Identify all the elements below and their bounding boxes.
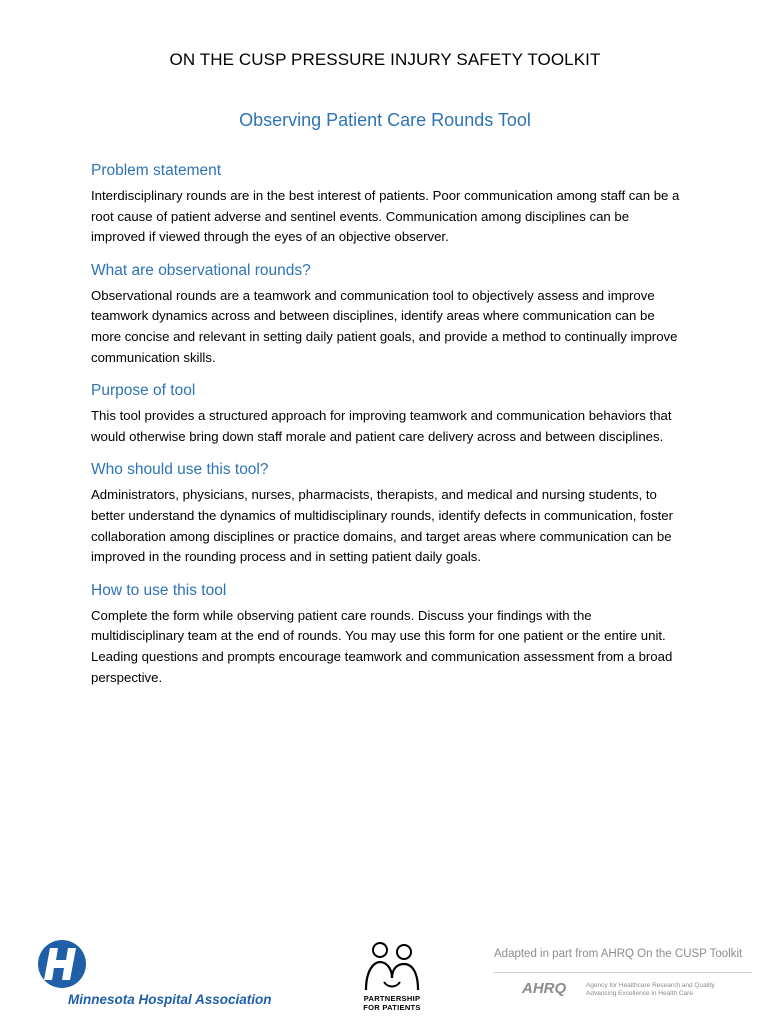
section-who-should-use xyxy=(91,459,681,567)
pfp-line-2: FOR PATIENTS xyxy=(363,1003,421,1012)
ahrq-agency-name: Agency for Healthcare Research and Quality xyxy=(586,982,715,989)
page-footer xyxy=(0,930,770,1024)
mha-name: Minnesota Hospital Association xyxy=(68,992,272,1007)
adapted-credit: Adapted in part from AHRQ On the CUSP Toolkit xyxy=(494,948,743,960)
document-title: ON THE CUSP PRESSURE INJURY SAFETY TOOLKIT xyxy=(169,50,601,69)
pfp-line-1: PARTNERSHIP xyxy=(363,994,421,1003)
ahrq-logo-mark: AHRQ xyxy=(522,980,567,997)
section-purpose xyxy=(91,380,681,447)
section-body: This tool provides a structured approach for improving teamwork and communication behaviors that would otherwise bring down staff morale and patient care delivery across and between disciplines. xyxy=(91,408,672,444)
document-subtitle: Observing Patient Care Rounds Tool xyxy=(239,110,531,130)
section-problem-statement xyxy=(91,160,681,248)
section-heading: What are observational rounds? xyxy=(91,261,311,279)
pfp-wordmark xyxy=(352,994,432,1012)
section-body: Complete the form while observing patient care rounds. Discuss your findings with the multidisciplinary team at the end of rounds. You may use this form for one patient or the entire unit. Leading questions and prompts encourage teamwork and communication assessment from a broad perspective. xyxy=(91,607,673,685)
footer-divider xyxy=(494,972,752,973)
section-body: Interdisciplinary rounds are in the best interest of patients. Poor communication among staff can be a root cause of patient adverse and sentinel events. Communication among disciplines can be improved if viewed through the eyes of an objective observer. xyxy=(91,188,680,245)
ahrq-tagline: Advancing Excellence in Health Care xyxy=(586,990,693,997)
section-body: Observational rounds are a teamwork and communication tool to objectively assess and improve teamwork dynamics across and between disciplines, identify areas where communication can be more concise and relevant in setting daily patient goals, and provide a method to continually improve communication skills. xyxy=(91,287,678,365)
section-observational-rounds xyxy=(91,260,681,368)
section-body: Administrators, physicians, nurses, pharmacists, therapists, and medical and nursing students, to better understand the dynamics of multidisciplinary rounds, identify defects in communication, foster collaboration among disciplines or practice domains, and target areas where communication can be improved in the rounding process and in setting patient daily goals. xyxy=(91,487,674,565)
section-heading: Purpose of tool xyxy=(91,382,196,400)
ahrq-agency-text xyxy=(586,982,715,998)
partnership-for-patients-logo-icon xyxy=(354,938,430,998)
document-body xyxy=(91,160,681,700)
section-heading: How to use this tool xyxy=(91,581,227,599)
section-heading: Problem statement xyxy=(91,162,222,179)
section-heading: Who should use this tool? xyxy=(91,461,269,479)
section-how-to-use xyxy=(91,580,681,688)
mha-logo-icon xyxy=(36,938,88,990)
